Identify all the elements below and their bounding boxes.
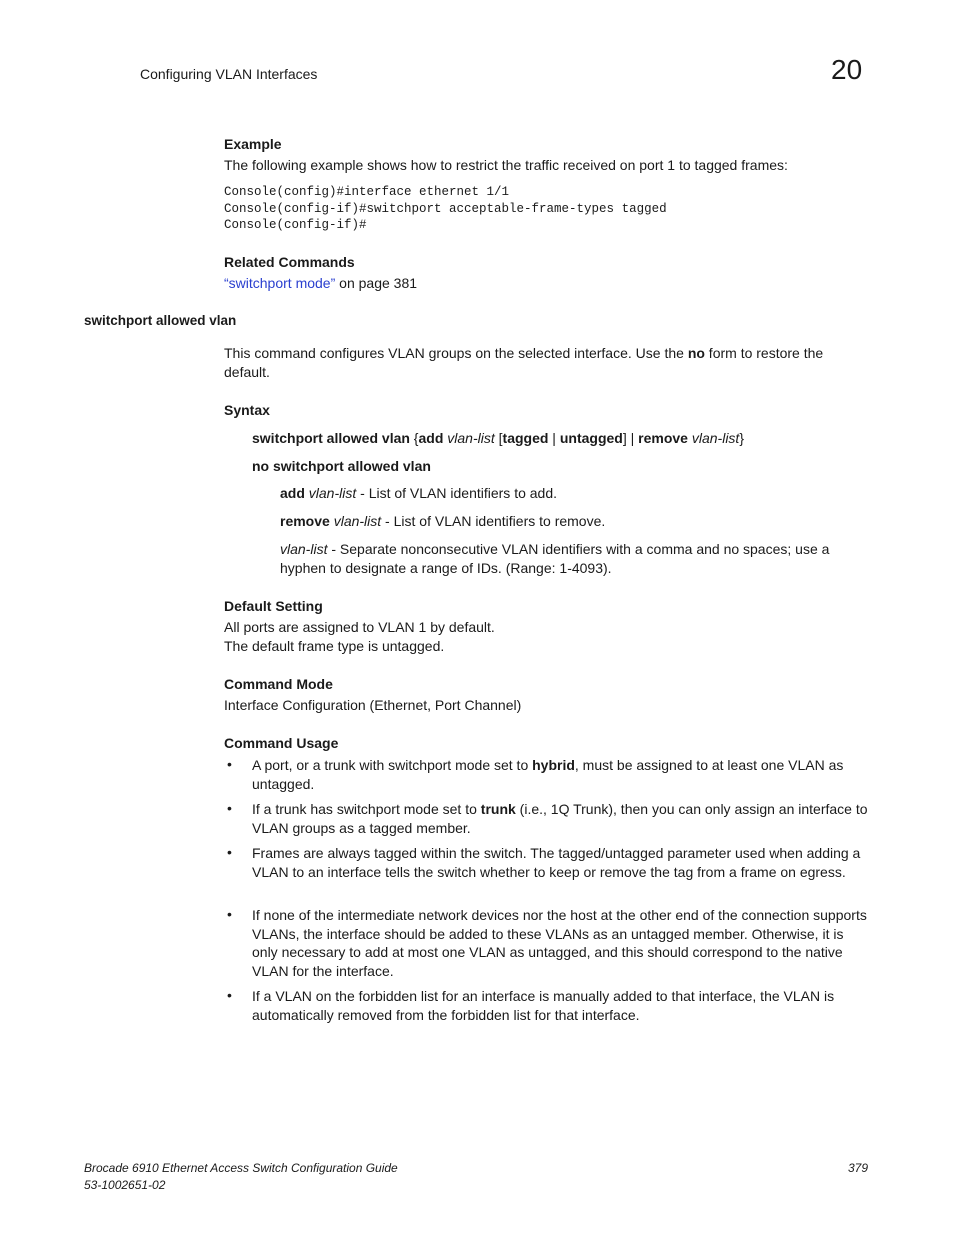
usage-item xyxy=(252,756,872,793)
usage-text: If a trunk has switchport mode set to xyxy=(252,801,481,817)
default-setting-heading: Default Setting xyxy=(224,598,323,614)
command-usage-heading: Command Usage xyxy=(224,735,339,751)
no-keyword: no xyxy=(687,345,705,361)
param-add xyxy=(280,485,557,501)
trunk-keyword: trunk xyxy=(480,801,516,817)
hybrid-keyword: hybrid xyxy=(532,757,575,773)
bullet-icon: • xyxy=(227,906,232,922)
page-reference: on page 381 xyxy=(335,275,418,291)
tagged-keyword: tagged xyxy=(502,430,549,446)
usage-item: If a VLAN on the forbidden list for an interface is manually added to that interface, the VLAN is automatically removed from the forbidden list for that interface. xyxy=(252,988,835,1023)
param-arg: vlan-list xyxy=(280,541,328,557)
param-desc: - Separate nonconsecutive VLAN identifiers with a comma and no spaces; use a xyxy=(327,541,830,557)
param-remove xyxy=(280,513,605,529)
param-keyword: add xyxy=(280,485,305,501)
command-mode-heading: Command Mode xyxy=(224,676,333,692)
param-desc: - List of VLAN identifiers to add. xyxy=(356,485,558,501)
usage-item xyxy=(252,800,872,837)
default-setting-line: The default frame type is untagged. xyxy=(224,638,445,654)
param-desc: - List of VLAN identifiers to remove. xyxy=(381,513,606,529)
bullet-icon: • xyxy=(227,800,232,816)
bullet-icon: • xyxy=(227,756,232,772)
code-line: Console(config-if)#switchport acceptable-frame-types tagged xyxy=(224,202,667,216)
syntax-bracket: ] | xyxy=(622,430,639,446)
bullet-icon: • xyxy=(227,844,232,860)
vlan-list-arg: vlan-list xyxy=(443,430,495,446)
chapter-number: 20 xyxy=(831,54,863,85)
example-heading: Example xyxy=(224,136,282,152)
syntax-brace: { xyxy=(409,430,419,446)
syntax-line xyxy=(252,430,744,446)
code-line: Console(config-if)# xyxy=(224,218,367,232)
code-line: Console(config)#interface ethernet 1/1 xyxy=(224,185,510,199)
page-number: 379 xyxy=(848,1161,869,1175)
running-header: Configuring VLAN Interfaces xyxy=(140,66,318,82)
related-commands-heading: Related Commands xyxy=(224,254,355,270)
usage-item: Frames are always tagged within the switch. The tagged/untagged parameter used when adding a VLAN to an interface tells the switch whether to keep or remove the tag from a frame on egress. xyxy=(252,845,861,880)
vlan-list-arg: vlan-list xyxy=(687,430,740,446)
usage-text: A port, or a trunk with switchport mode set to xyxy=(252,757,533,773)
command-description-cont: default. xyxy=(224,364,270,380)
related-commands-line xyxy=(224,275,417,291)
syntax-pipe: | xyxy=(548,430,560,446)
usage-item: If none of the intermediate network devices nor the host at the other end of the connection supports VLANs, the interface should be added to these VLANs as an untagged member. Otherwise, it is only necessary to add at most one VLAN as untagged, and this should correspond to the native VLAN for the interface. xyxy=(252,907,867,979)
untagged-keyword: untagged xyxy=(559,430,623,446)
param-arg: vlan-list xyxy=(329,513,382,529)
param-vlan-list-cont: hyphen to designate a range of IDs. (Range: 1-4093). xyxy=(280,560,612,576)
syntax-command: switchport allowed vlan xyxy=(252,430,410,446)
syntax-heading: Syntax xyxy=(224,402,270,418)
param-vlan-list xyxy=(280,541,829,557)
switchport-mode-link[interactable]: “switchport mode” xyxy=(224,275,336,291)
syntax-no-form: no switchport allowed vlan xyxy=(252,458,431,474)
footer-title: Brocade 6910 Ethernet Access Switch Configuration Guide xyxy=(84,1161,398,1175)
usage-text: (i.e., 1Q Trunk), then you can only assign an interface to VLAN groups as a tagged member. xyxy=(252,801,868,836)
example-text: The following example shows how to restrict the traffic received on port 1 to tagged frames: xyxy=(224,157,788,173)
command-description xyxy=(224,345,823,361)
footer-doc-number: 53-1002651-02 xyxy=(84,1178,166,1192)
syntax-bracket: [ xyxy=(494,430,503,446)
syntax-brace: } xyxy=(739,430,745,446)
add-keyword: add xyxy=(418,430,444,446)
description-text: This command configures VLAN groups on the selected interface. Use the xyxy=(224,345,688,361)
command-mode-text: Interface Configuration (Ethernet, Port Channel) xyxy=(224,697,522,713)
param-keyword: remove xyxy=(280,513,330,529)
default-setting-line: All ports are assigned to VLAN 1 by default. xyxy=(224,619,495,635)
remove-keyword: remove xyxy=(638,430,688,446)
param-arg: vlan-list xyxy=(304,485,357,501)
command-title: switchport allowed vlan xyxy=(84,313,237,328)
bullet-icon: • xyxy=(227,987,232,1003)
usage-text: , must be assigned to at least one VLAN as untagged. xyxy=(252,757,844,792)
description-text: form to restore the xyxy=(704,345,824,361)
